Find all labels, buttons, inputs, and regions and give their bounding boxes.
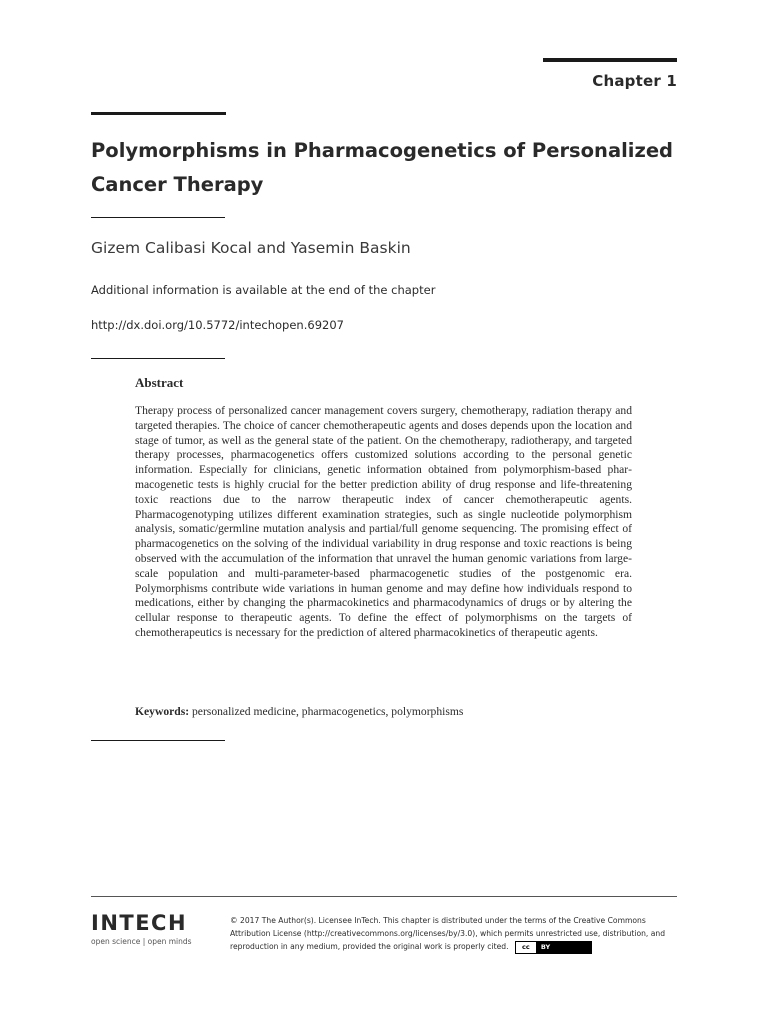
abstract-body: Therapy process of personalized cancer management covers surgery, chemotherapy, radiation therapy and targeted therapies. The choice of cancer chemotherapeutic agents and doses depends upon the location and stage of tumor, as well as the general state of the patient. On the chemotherapy, radiotherapy, and targeted therapy processes, pharmacogenetics offers customized solutions according to the personal genetic information. Especially for clinicians, genetic information obtained from polymorphism-based pharmacogenetic tests is highly crucial for the better prediction ability of drug response and life-threatening toxic reactions due to the narrow therapeutic index of cancer chemotherapeutic agents. Pharmacogenotyping utilizes different examination strategies, such as single nucleotide polymorphism analysis, somatic/germline mutation analysis and partial/full genome sequencing. The promising effect of pharmacogenetics on the solving of the individual variability in drug response and toxic reactions is being observed with the accumulation of the information that unravel the human genomic variations from large-scale population and multi-parameter-based pharmacogenetic studies of the postgenomic era. Polymorphisms contribute wide variations in human genome and may define how individuals respond to medications, either by changing the pharmacokinetics and pharmacodynamics of drugs or by altering the cellular response to therapeutic agents. To define the effect of polymorphisms on the targets of chemotherapeutics is necessary for the prediction of altered pharmacokinetics of therapeutic agents. — [135, 404, 632, 639]
abstract-heading: Abstract — [135, 375, 184, 390]
chapter-rule — [543, 58, 677, 62]
footer-rule — [91, 896, 677, 897]
authors: Gizem Calibasi Kocal and Yasemin Baskin — [91, 239, 411, 257]
cc-icon: cc — [516, 942, 537, 953]
keywords — [135, 705, 632, 718]
license-text: © 2017 The Author(s). Licensee InTech. This chapter is distributed under the terms of the Creative Commons Attribution License (http://creativecommons.org/licenses/by/3.0), which permits unrestricted use, distribution, and reproduction in any medium, provided the original work is properly cited. — [230, 916, 666, 951]
keywords-label: Keywords: — [135, 705, 190, 718]
abstract-top-rule — [91, 358, 225, 359]
chapter-label: Chapter 1 — [592, 72, 677, 90]
publisher-logo — [91, 911, 221, 946]
logo-tagline: open science | open minds — [91, 937, 192, 946]
logo-wordmark: INTECH — [91, 911, 188, 935]
cc-by-license-icon[interactable] — [515, 941, 592, 954]
title-top-rule — [91, 112, 226, 115]
keywords-list: personalized medicine, pharmacogenetics, polymorphisms — [189, 705, 464, 718]
page-title: Polymorphisms in Pharmacogenetics of Personalized Cancer Therapy — [91, 139, 674, 196]
doi-link[interactable]: http://dx.doi.org/10.5772/intechopen.69207 — [91, 318, 344, 332]
by-icon: BY — [537, 942, 591, 953]
title-bottom-rule — [91, 217, 225, 218]
additional-info: Additional information is available at the end of the chapter — [91, 283, 436, 297]
license-notice — [230, 914, 682, 954]
abstract-bottom-rule — [91, 740, 225, 741]
